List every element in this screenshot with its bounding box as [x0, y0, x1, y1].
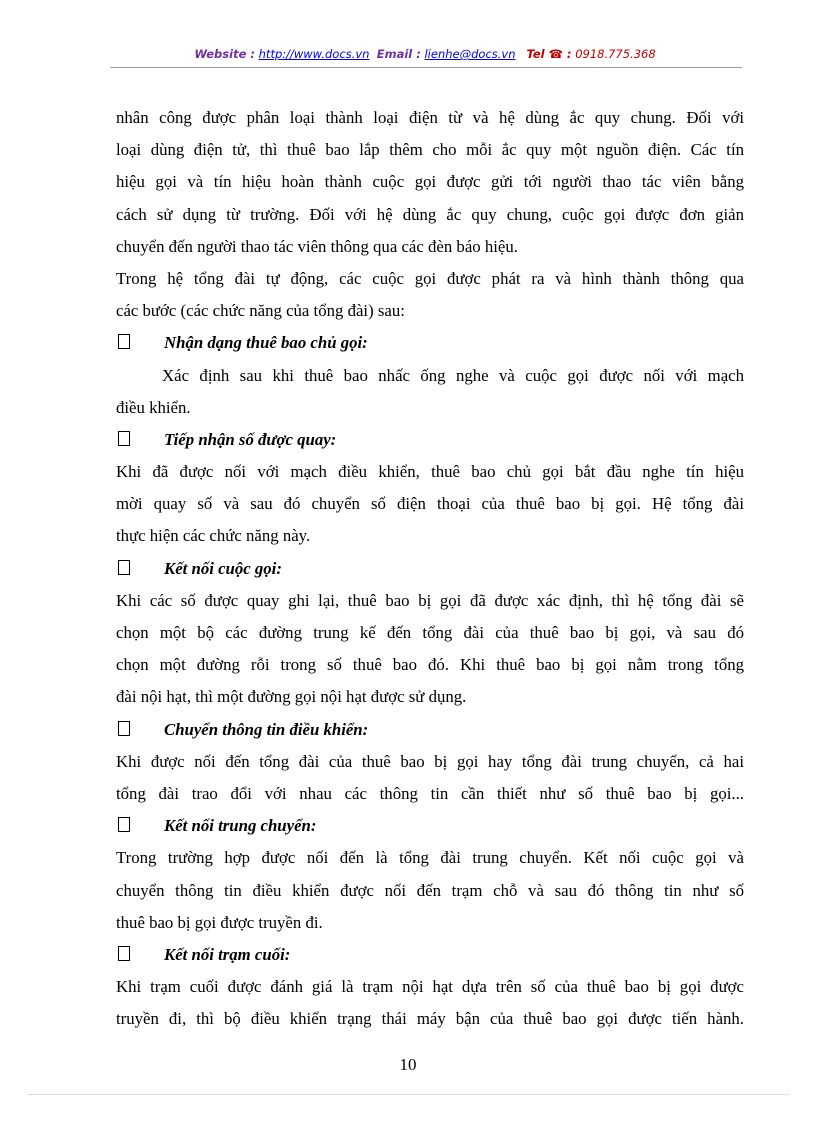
paragraph-line: chuyển thông tin điều khiển được nối đến trạm chỗ và sau đó thông tin như số — [116, 880, 744, 900]
paragraph-line: loại dùng điện tử, thì thuê bao lắp thêm cho mỗi ắc quy một nguồn điện. Các tín — [116, 140, 744, 160]
email-label: Email : — [376, 47, 421, 61]
section-heading-text: Tiếp nhận số được quay: — [164, 429, 337, 449]
paragraph-line: tổng đài trao đổi với nhau các thông tin cần thiết như số thuê bao bị gọi... — [116, 783, 744, 803]
paragraph-line: Khi đã được nối với mạch điều khiển, thuê bao chủ gọi bắt đầu nghe tín hiệu — [116, 462, 744, 482]
page-bottom-rule — [28, 1094, 788, 1095]
website-label: Website : — [194, 47, 255, 61]
paragraph-line: đài nội hạt, thì một đường gọi nội hạt được sử dụng. — [116, 687, 467, 707]
tel-label: Tel ☎ : — [526, 47, 572, 61]
checkbox-bullet-icon — [118, 431, 130, 446]
document-body — [116, 104, 744, 1037]
page-number: 10 — [399, 1055, 417, 1074]
section-heading-text: Kết nối trung chuyển: — [164, 816, 317, 836]
paragraph-line: điều khiển. — [116, 397, 191, 417]
paragraph-line: Khi các số được quay ghi lại, thuê bao bị gọi đã được xác định, thì hệ tổng đài sẽ — [116, 590, 744, 610]
section-heading — [116, 716, 744, 748]
paragraph-line: mời quay số và sau đó chuyển số điện thoại của thuê bao bị gọi. Hệ tổng đài — [116, 494, 744, 514]
section-heading-text: Kết nối trạm cuối: — [164, 944, 291, 964]
paragraph-line: Trong hệ tổng đài tự động, các cuộc gọi được phát ra và hình thành thông qua — [116, 268, 744, 288]
section-heading — [116, 426, 744, 458]
paragraph-line: nhân công được phân loại thành loại điện từ và hệ dùng ắc quy chung. Đối với — [116, 108, 744, 127]
paragraph-line: cách sử dụng từ trường. Đối với hệ dùng ắc quy chung, cuộc gọi được đơn giản — [116, 204, 744, 224]
paragraph-line: chọn một đường rỗi trong số thuê bao đó. Khi thuê bao bị gọi nằm trong tổng — [116, 655, 744, 675]
section-heading — [116, 941, 744, 973]
section-heading-text: Chuyển thông tin điều khiển: — [164, 719, 369, 739]
paragraph-line: Trong trường hợp được nối đến là tổng đài trung chuyển. Kết nối cuộc gọi và — [116, 848, 744, 868]
checkbox-bullet-icon — [118, 946, 130, 961]
paragraph-line: Khi được nối đến tổng đài của thuê bao bị gọi hay tổng đài trung chuyển, cả hai — [116, 751, 744, 771]
paragraph-line: thuê bao bị gọi được truyền đi. — [116, 912, 323, 932]
paragraph-line: thực hiện các chức năng này. — [116, 526, 311, 546]
paragraph-line: chọn một bộ các đường trung kế đến tổng đài của thuê bao bị gọi, và sau đó — [116, 623, 744, 642]
header-rule — [110, 67, 742, 68]
paragraph-line: chuyển đến người thao tác viên thông qua các đèn báo hiệu. — [116, 236, 518, 256]
paragraph-line: Xác định sau khi thuê bao nhấc ống nghe và cuộc gọi được nối với mạch — [162, 365, 744, 385]
section-heading — [116, 555, 744, 587]
page-header — [110, 47, 740, 67]
section-heading — [116, 329, 744, 361]
tel-number: 0918.775.368 — [575, 47, 656, 61]
paragraph-line: truyền đi, thì bộ điều khiển trạng thái máy bận của thuê bao gọi được tiến hành. — [116, 1009, 744, 1029]
section-heading-text: Kết nối cuộc gọi: — [164, 558, 282, 578]
checkbox-bullet-icon — [118, 560, 130, 575]
checkbox-bullet-icon — [118, 334, 130, 349]
website-link[interactable]: http://www.docs.vn — [258, 47, 370, 61]
paragraph-line: hiệu gọi và tín hiệu hoàn thành cuộc gọi được gửi tới người thao tác viên bằng — [116, 172, 744, 192]
paragraph-line: các bước (các chức năng của tổng đài) sau: — [116, 301, 405, 321]
section-heading — [116, 812, 744, 844]
checkbox-bullet-icon — [118, 721, 130, 736]
section-heading-text: Nhận dạng thuê bao chủ gọi: — [164, 333, 368, 353]
email-link[interactable]: lienhe@docs.vn — [424, 47, 516, 61]
paragraph-line: Khi trạm cuối được đánh giá là trạm nội hạt dựa trên số của thuê bao bị gọi được — [116, 977, 744, 997]
checkbox-bullet-icon — [118, 817, 130, 832]
